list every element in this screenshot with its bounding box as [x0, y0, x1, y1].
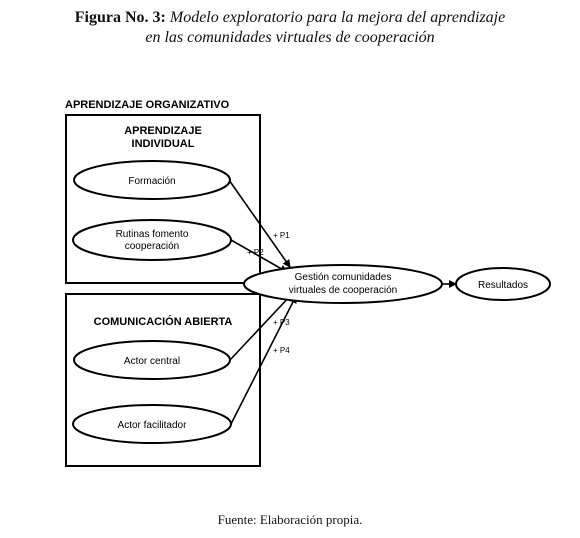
node-rutinas-label-2: cooperación	[124, 241, 180, 252]
node-gestion-label-1: Gestión comunidades	[294, 272, 392, 283]
path-label-p2: + P2	[247, 248, 264, 257]
node-resultados-label: Resultados	[477, 280, 529, 291]
individual-learning-title-2: INDIVIDUAL	[131, 138, 195, 150]
node-formacion	[74, 161, 230, 199]
arrow-p4	[231, 296, 296, 424]
node-actor-central-label: Actor central	[123, 356, 181, 367]
figure-title-line-1: Modelo exploratorio para la mejora del aprendizaje	[169, 9, 506, 26]
organizational-learning-label: APRENDIZAJE ORGANIZATIVO	[65, 99, 230, 111]
node-gestion	[244, 265, 442, 303]
individual-learning-title-1: APRENDIZAJE	[124, 125, 202, 137]
open-communication-title: COMUNICACIÓN ABIERTA	[93, 316, 233, 328]
node-rutinas-label-1: Rutinas fomento	[115, 229, 189, 240]
figure-label: Figura No. 3:	[74, 9, 166, 26]
source-note: Fuente: Elaboración propia.	[217, 512, 363, 527]
path-label-p4: + P4	[273, 346, 290, 355]
node-formacion-label: Formación	[128, 176, 176, 187]
path-label-p1: + P1	[273, 231, 290, 240]
node-actor-central	[74, 341, 230, 379]
figure-title-line-2: en las comunidades virtuales de cooperación	[145, 29, 435, 46]
node-resultados	[456, 268, 550, 300]
node-gestion-label-2: virtuales de cooperación	[288, 285, 398, 296]
node-actor-facilitador-label: Actor facilitador	[117, 420, 187, 431]
path-label-p3: + P3	[273, 318, 290, 327]
node-rutinas	[73, 220, 231, 260]
node-actor-facilitador	[73, 405, 231, 443]
